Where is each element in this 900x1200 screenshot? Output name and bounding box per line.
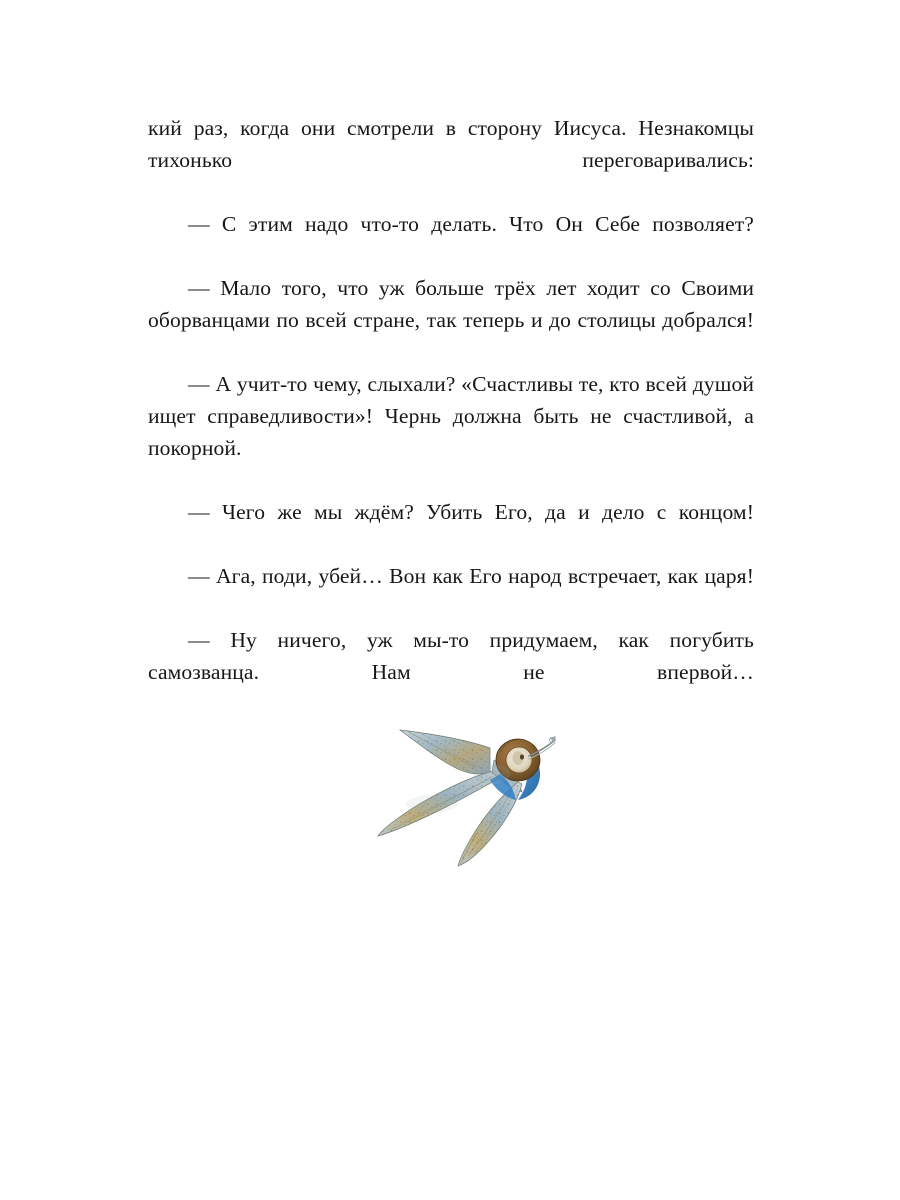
body-text-column — [148, 112, 754, 720]
bird-body-group — [378, 730, 556, 866]
paragraph-dialogue-1: — С этим надо что-то делать. Что Он Себе позволяет? — [188, 212, 754, 236]
upper-wing — [400, 730, 490, 774]
paragraph-dialogue-4: — Чего же мы ждём? Убить Его, да и дело с концом! — [188, 500, 754, 524]
swallow-bird-illustration — [372, 712, 558, 868]
paragraph-dialogue-6: — Ну ничего, уж мы-то придумаем, как погубить самозванца. Нам не впервой… — [148, 628, 754, 684]
paragraph-dialogue-2: — Мало того, что уж больше трёх лет ходит со Своими оборванцами по всей стране, так теперь и до столицы добрался! — [148, 276, 754, 332]
paragraph-dialogue-3: — А учит-то чему, слыхали? «Счастливы те, кто всей душой ищет справедливости»! Чернь должна быть не счастливой, а покорной. — [148, 372, 754, 460]
paragraph-dialogue-5: — Ага, поди, убей… Вон как Его народ встречает, как царя! — [188, 564, 754, 588]
paragraph-continuation: кий раз, когда они смотрели в сторону Иисуса. Незнакомцы тихонько переговаривались: — [148, 116, 754, 172]
